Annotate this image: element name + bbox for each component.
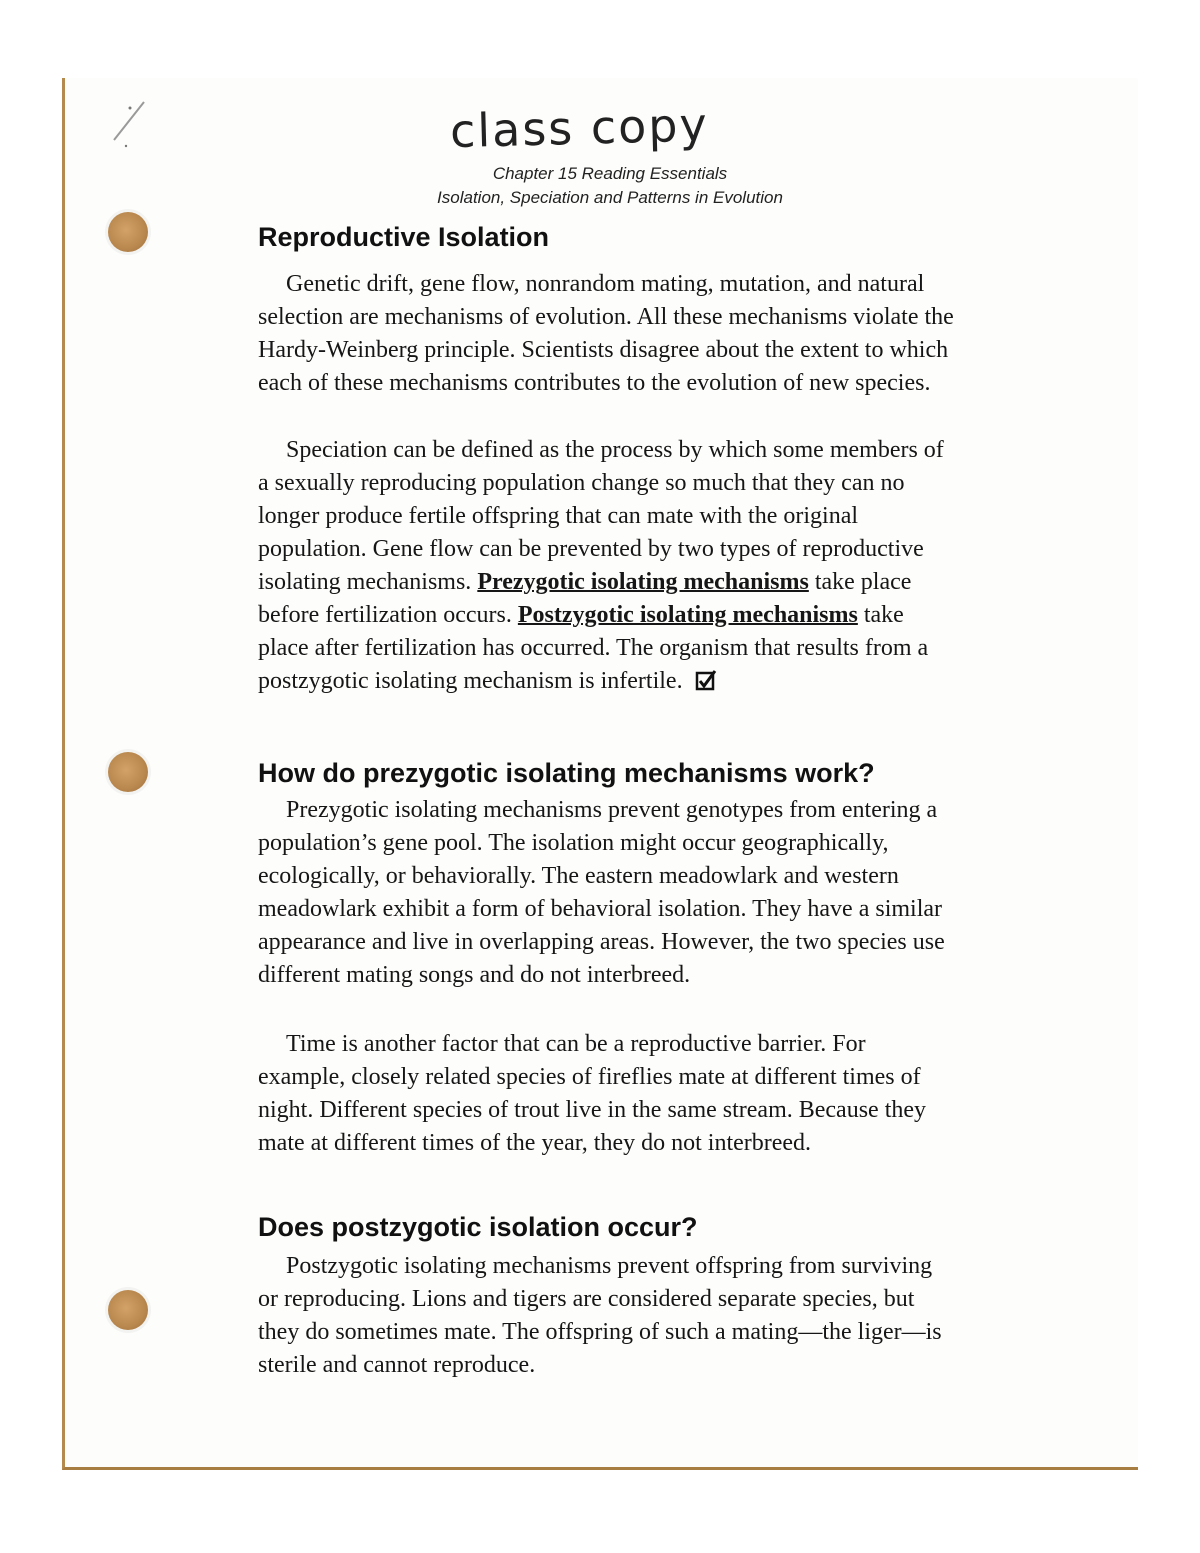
paragraph-speciation: Speciation can be defined as the process by which some members of a sexually reproducing population change so much that they can no longer produce fertile offspring that can mate with the original population. Gene flow can be prevented by two types of reproductive isolating mechanisms. Prezygotic isolating mechanisms take place before fertilization occurs. Postzygotic isolating mechanisms take place after fertilization has occurred. The organism that results from a postzygotic isolating mechanism is infertile. [258, 437, 944, 694]
chapter-subtitle: Isolation, Speciation and Patterns in Evolution [437, 188, 783, 207]
paragraph-postzygotic: Postzygotic isolating mechanisms prevent offspring from surviving or reproducing. Lions and tigers are considered separate species, but they do sometimes mate. The offspring of such a mating—the liger—is sterile and cannot reproduce. [258, 1253, 942, 1378]
paragraph-prezygotic: Prezygotic isolating mechanisms prevent genotypes from entering a population’s gene pool. The isolation might occur geographically, ecologically, or behaviorally. The eastern meadowlark and western meadowlark exhibit a form of behavioral isolation. They have a similar appearance and live in overlapping areas. However, the two species use different mating songs and do not interbreed. [258, 797, 945, 988]
heading-reproductive-isolation: Reproductive Isolation [258, 222, 550, 252]
checkbox-checked-icon [695, 669, 717, 691]
heading-prezygotic: How do prezygotic isolating mechanisms work? [258, 758, 875, 788]
paragraph-mechanisms: Genetic drift, gene flow, nonrandom mating, mutation, and natural selection are mechanisms of evolution. All these mechanisms violate the Hardy-Weinberg principle. Scientists disagree about the extent to which each of these mechanisms contributes to the evolution of new species. [258, 271, 954, 396]
binder-hole-middle [108, 752, 148, 792]
binder-hole-top [108, 212, 148, 252]
paragraph-time-barrier: Time is another factor that can be a reproductive barrier. For example, closely related species of fireflies mate at different times of night. Different species of trout live in the same stream. Because they mate at different times of the year, they do not interbreed. [258, 1031, 927, 1156]
term-postzygotic: Postzygotic isolating mechanisms [517, 602, 858, 628]
heading-postzygotic: Does postzygotic isolation occur? [258, 1212, 698, 1242]
pen-mark-icon [110, 98, 150, 158]
binder-hole-bottom [108, 1290, 148, 1330]
handwritten-title: class copy [449, 97, 710, 159]
chapter-title: Chapter 15 Reading Essentials [492, 164, 728, 183]
term-prezygotic: Prezygotic isolating mechanisms [477, 569, 809, 595]
